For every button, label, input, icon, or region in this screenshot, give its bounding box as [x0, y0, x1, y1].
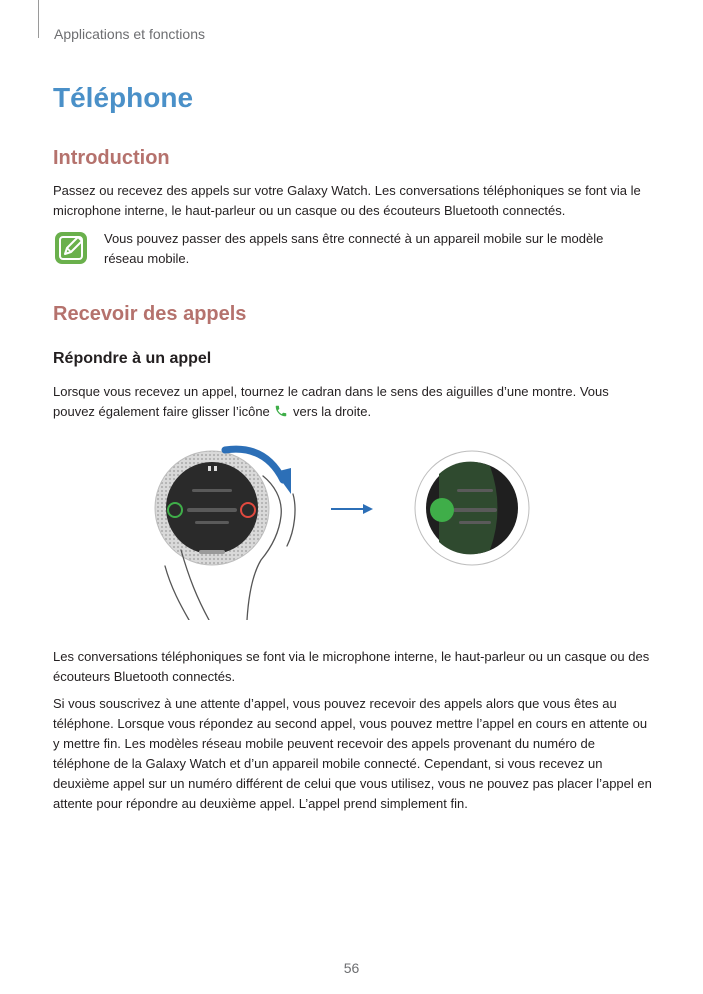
rotate-arrow-head	[275, 468, 291, 494]
audio-paragraph: Les conversations téléphoniques se font via le microphone interne, le haut-parleur ou un casque ou des écouteurs Bluetooth connectés.	[53, 649, 650, 684]
introduction-heading: Introduction	[53, 147, 170, 169]
receive-calls-heading: Recevoir des appels	[53, 303, 247, 325]
watch-answering-call	[415, 451, 529, 565]
introduction-paragraph: Passez ou recevez des appels sur votre Galaxy Watch. Les conversations téléphoniques se font via le microphone interne, le haut-parleur ou un casque ou des écouteurs Bluetooth connectés.	[53, 183, 641, 218]
note-pencil-icon	[54, 231, 88, 265]
phone-accept-icon	[274, 404, 288, 418]
watch-answer-illustration	[145, 438, 545, 620]
watch-incoming-call	[155, 451, 269, 565]
instructions-text-end: vers la droite.	[293, 404, 372, 419]
margin-rule	[38, 0, 39, 38]
accept-call-icon	[168, 503, 182, 517]
reject-call-icon	[241, 503, 255, 517]
note-text: Vous pouvez passer des appels sans être connecté à un appareil mobile sur le modèle réseau mobile.	[104, 231, 604, 266]
call-waiting-paragraph: Si vous souscrivez à une attente d’appel, vous pouvez recevoir des appels alors que vous êtes au téléphone. Lorsque vous répondez au second appel, vous pouvez mettre l’appel en cours en attente ou y mettre fin. Les modèles réseau mobile peuvent recevoir des appels provenant du numéro de téléphone de la Galaxy Watch et d’un appareil mobile connecté. Cependant, si vous recevez un deuxième appel sur un numéro différent de celui que vous utilisez, vous ne pouvez pas placer l’appel en attente pour répondre au deuxième appel. L’appel prend simplement fin.	[53, 696, 652, 811]
answer-call-subheading: Répondre à un appel	[53, 350, 212, 367]
answer-call-instructions	[53, 382, 653, 422]
instructions-text-start: Lorsque vous recevez un appel, tournez le cadran dans le sens des aiguilles d’une montre. Vous pouvez également faire glisser l’icône	[53, 384, 609, 419]
accept-swipe-icon	[430, 498, 454, 522]
page-number: 56	[343, 960, 360, 976]
transition-arrow-head	[363, 504, 373, 514]
running-header: Applications et fonctions	[54, 26, 205, 42]
page-title: Téléphone	[53, 82, 194, 113]
